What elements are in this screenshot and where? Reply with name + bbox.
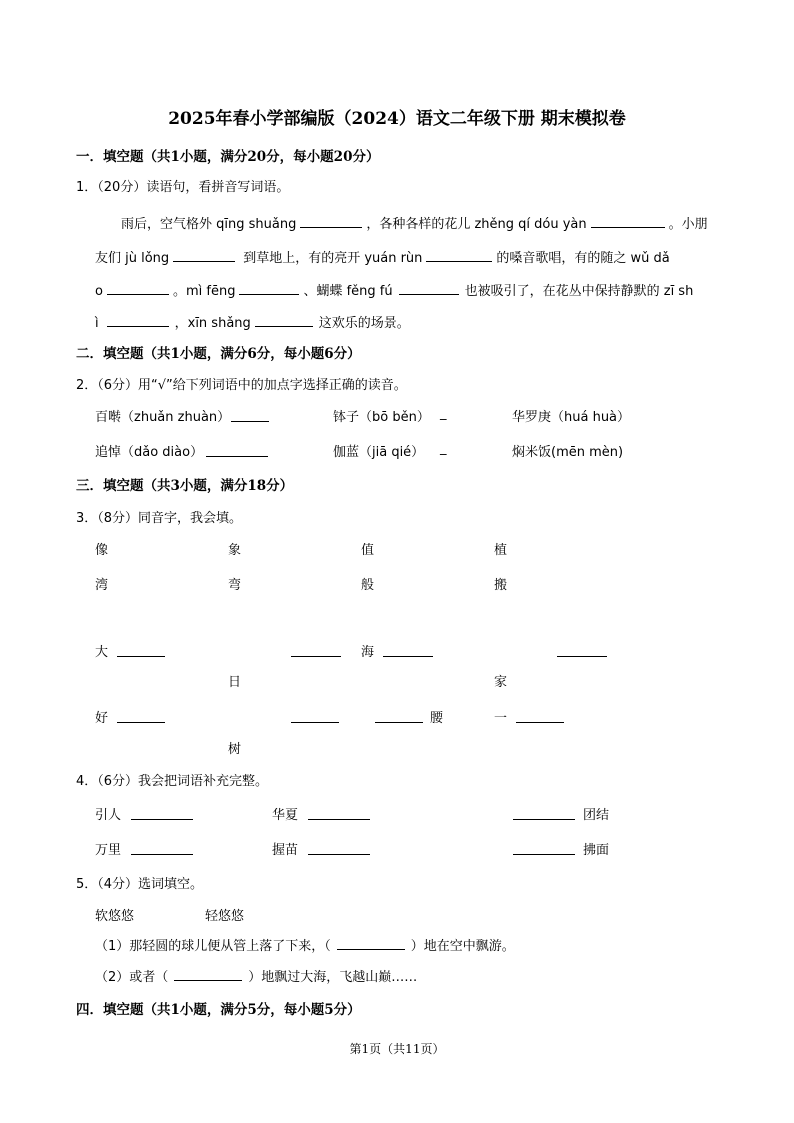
q2-item: 华罗庚（huá huà） — [512, 410, 631, 425]
question-4-prompt: 4．（6分）我会把词语补充完整。 — [76, 774, 269, 789]
idiom-part: 握苗 — [272, 843, 299, 858]
answer-blank[interactable] — [206, 456, 268, 457]
answer-blank[interactable] — [174, 968, 242, 981]
q5-text: ）地在空中飘游。 — [410, 939, 515, 954]
q2-mark[interactable]: _ — [440, 406, 447, 421]
answer-blank[interactable] — [231, 421, 269, 422]
answer-blank[interactable] — [117, 656, 165, 657]
q5-sentence-1 — [95, 935, 515, 954]
answer-blank[interactable] — [107, 314, 169, 327]
question-1-prompt: 1．（20分）读语句，看拼音写词语。 — [76, 180, 290, 195]
idiom-part: 华夏 — [272, 808, 299, 823]
fill-char: 腰 — [430, 711, 444, 726]
word-option: 软悠悠 — [95, 909, 135, 924]
section-heading-1: 一．填空题（共1小题，满分20分，每小题20分） — [76, 149, 380, 165]
answer-blank[interactable] — [131, 819, 193, 820]
fill-char: 树 — [228, 742, 242, 757]
section-heading-3: 三．填空题（共3小题，满分18分） — [76, 478, 294, 494]
page-footer: 第1页（共11页） — [349, 1042, 445, 1056]
q1-text: 雨后，空气格外 qīng shuǎng — [121, 217, 297, 232]
q1-text: 。小朋 — [668, 217, 708, 232]
idiom-part: 引人 — [95, 808, 122, 823]
q5-text: （2）或者（ — [95, 970, 169, 985]
q1-text: 。mì fēng — [172, 284, 236, 299]
answer-blank[interactable] — [591, 215, 665, 228]
homophone-char: 搬 — [494, 578, 508, 593]
homophone-char: 象 — [228, 543, 242, 558]
answer-blank[interactable] — [239, 282, 299, 295]
homophone-char: 值 — [361, 543, 375, 558]
idiom-part: 拂面 — [583, 843, 610, 858]
question-2-prompt: 2．（6分）用“√”给下列词语中的加点字选择正确的读音。 — [76, 378, 407, 393]
q1-text: ì — [95, 316, 99, 331]
q2-item: 追悼（dǎo diào） — [95, 445, 204, 460]
q1-text: o — [95, 284, 103, 299]
homophone-char: 像 — [95, 543, 109, 558]
q1-text: ，各种各样的花儿 zhěng qí dóu yàn — [366, 217, 587, 232]
idiom-part: 团结 — [583, 808, 610, 823]
q1-text: 友们 jù lǒng — [95, 251, 170, 266]
q1-text: ，xīn shǎng — [174, 316, 251, 331]
section-heading-4: 四．填空题（共1小题，满分5分，每小题5分） — [76, 1002, 361, 1018]
q1-line-3 — [95, 280, 693, 299]
homophone-char: 般 — [361, 578, 375, 593]
answer-blank[interactable] — [291, 656, 341, 657]
answer-blank[interactable] — [308, 819, 370, 820]
answer-blank[interactable] — [426, 249, 492, 262]
fill-char: 大 — [95, 645, 109, 660]
answer-blank[interactable] — [173, 249, 235, 262]
q1-line-2 — [95, 247, 670, 266]
homophone-char: 湾 — [95, 578, 109, 593]
answer-blank[interactable] — [557, 656, 607, 657]
q2-item: 焖米饭(mēn mèn) — [512, 445, 624, 460]
q1-text: 到草地上，有的亮开 yuán rùn — [243, 251, 423, 266]
question-3-prompt: 3．（8分）同音字，我会填。 — [76, 511, 243, 526]
fill-char: 家 — [494, 675, 508, 690]
answer-blank[interactable] — [308, 854, 370, 855]
idiom-part: 万里 — [95, 843, 122, 858]
fill-char: 一 — [494, 711, 508, 726]
answer-blank[interactable] — [513, 854, 575, 855]
fill-char: 海 — [361, 645, 375, 660]
q5-text: ）地飘过大海，飞越山巅…… — [248, 970, 418, 985]
answer-blank[interactable] — [117, 722, 165, 723]
answer-blank[interactable] — [107, 282, 169, 295]
answer-blank[interactable] — [291, 722, 339, 723]
page-title: 2025年春小学部编版（2024）语文二年级下册 期末模拟卷 — [168, 109, 626, 129]
q2-item: 钵子（bō běn） — [333, 410, 430, 425]
fill-char: 好 — [95, 711, 109, 726]
answer-blank[interactable] — [375, 722, 423, 723]
section-heading-2: 二．填空题（共1小题，满分6分，每小题6分） — [76, 346, 361, 362]
fill-char: 日 — [228, 675, 242, 690]
homophone-char: 植 — [494, 543, 508, 558]
q2-item: 伽蓝（jiā qié） — [333, 445, 425, 460]
word-option: 轻悠悠 — [205, 909, 245, 924]
answer-blank[interactable] — [399, 282, 459, 295]
question-5-prompt: 5．（4分）选词填空。 — [76, 877, 204, 892]
answer-blank[interactable] — [337, 937, 405, 950]
q1-text: 也被吸引了，在花丛中保持静默的 zī sh — [464, 284, 694, 299]
q1-text: 这欢乐的场景。 — [318, 316, 410, 331]
q1-text: 的嗓音歌唱，有的随之 wǔ dǎ — [496, 251, 670, 266]
q5-text: （1）那轻圆的球儿便从管上落了下来，（ — [95, 939, 331, 954]
q5-sentence-2 — [95, 966, 417, 985]
q1-text: 、蝴蝶 fěng fú — [303, 284, 393, 299]
q2-mark[interactable]: _ — [440, 441, 447, 456]
answer-blank[interactable] — [516, 722, 564, 723]
answer-blank[interactable] — [255, 314, 313, 327]
q1-line-1 — [121, 213, 708, 232]
answer-blank[interactable] — [513, 819, 575, 820]
homophone-char: 弯 — [228, 578, 242, 593]
answer-blank[interactable] — [131, 854, 193, 855]
q1-line-4 — [95, 312, 410, 331]
q2-item: 百啭（zhuǎn zhuàn） — [95, 410, 231, 425]
answer-blank[interactable] — [300, 215, 362, 228]
answer-blank[interactable] — [383, 656, 433, 657]
